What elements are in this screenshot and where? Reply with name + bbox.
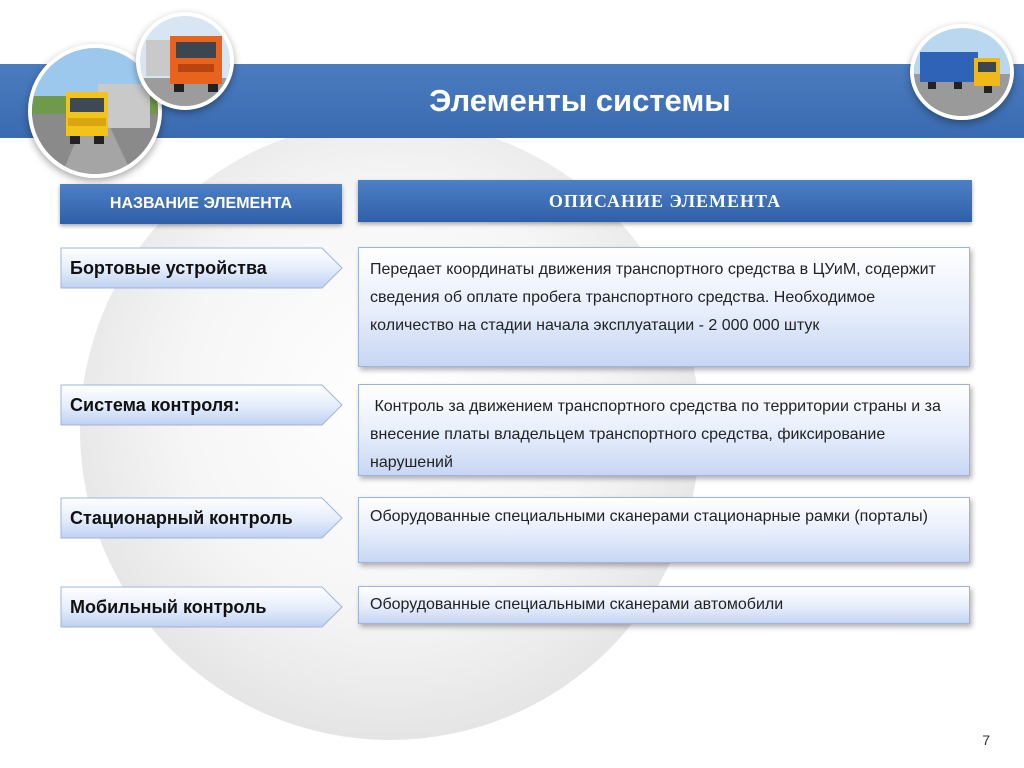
header-element-description: ОПИСАНИЕ ЭЛЕМЕНТА [358, 180, 972, 222]
element-description-box [358, 586, 970, 624]
element-description-box [358, 384, 970, 476]
element-name-box [60, 247, 344, 289]
slide-title: Элементы системы [429, 83, 731, 118]
element-description: Контроль за движением транспортного средства по территории страны и за внесение платы владельцем транспортного средства, фиксирование нарушений [370, 398, 946, 471]
header-element-name: НАЗВАНИЕ ЭЛЕМЕНТА [60, 184, 342, 224]
element-description: Оборудованные специальными сканерами автомобили [370, 596, 784, 613]
element-name-box [60, 586, 344, 628]
element-description: Передает координаты движения транспортного средства в ЦУиМ, содержит сведения об оплате пробега транспортного средства. Необходимое количество на стадии начала эксплуатации - 2 000 000 штук [370, 261, 936, 334]
element-name: Мобильный контроль [70, 597, 267, 617]
element-description-box [358, 497, 970, 563]
element-description-box [358, 247, 970, 367]
element-name: Стационарный контроль [70, 508, 293, 528]
element-name: Бортовые устройства [70, 258, 267, 278]
element-name-box [60, 497, 344, 539]
truck-photo-orange [136, 12, 234, 110]
element-description: Оборудованные специальными сканерами стационарные рамки (порталы) [370, 508, 928, 525]
element-name: Система контроля: [70, 395, 240, 415]
page-number: 7 [982, 732, 990, 748]
element-name-box [60, 384, 344, 426]
truck-photo-blue [910, 24, 1014, 120]
